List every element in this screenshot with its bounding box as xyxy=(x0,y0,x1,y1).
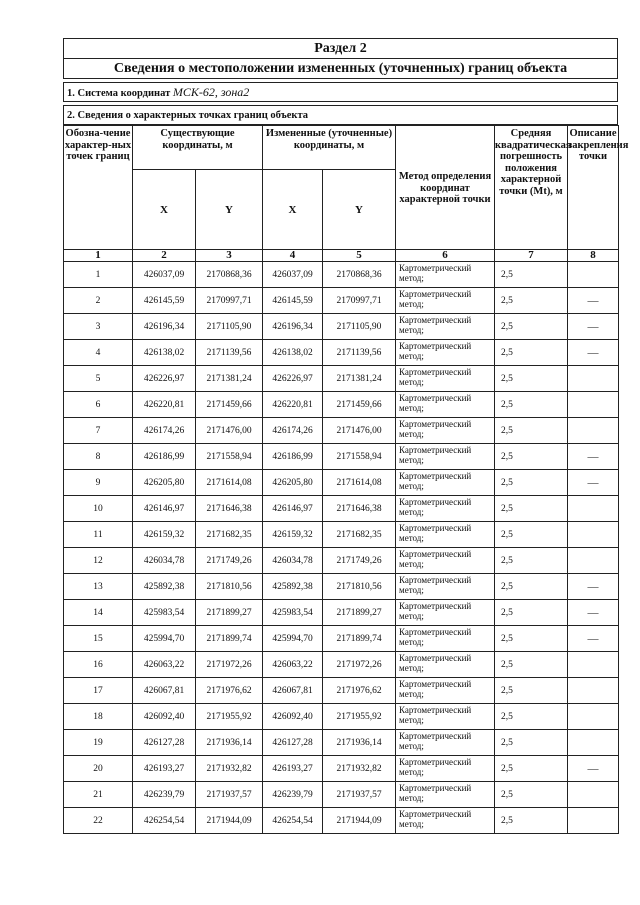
method-cell: Картометрический метод; xyxy=(396,626,495,652)
changed-x: 426254,54 xyxy=(263,808,323,834)
column-number: 5 xyxy=(323,250,396,262)
existing-x: 426205,80 xyxy=(133,470,196,496)
point-number: 5 xyxy=(64,366,133,392)
header-existing-coords: Существующие координаты, м xyxy=(133,126,263,170)
coord-system-line xyxy=(64,83,618,102)
changed-y: 2171682,35 xyxy=(323,522,396,548)
column-number: 3 xyxy=(196,250,263,262)
fixing-cell: — xyxy=(568,314,619,340)
table-row xyxy=(64,600,619,626)
existing-x: 426254,54 xyxy=(133,808,196,834)
fixing-cell xyxy=(568,782,619,808)
point-number: 21 xyxy=(64,782,133,808)
error-cell: 2,5 xyxy=(495,626,568,652)
method-cell: Картометрический метод; xyxy=(396,574,495,600)
fixing-cell: — xyxy=(568,626,619,652)
existing-x: 426146,97 xyxy=(133,496,196,522)
changed-y: 2170868,36 xyxy=(323,262,396,288)
existing-y: 2171944,09 xyxy=(196,808,263,834)
method-cell: Картометрический метод; xyxy=(396,600,495,626)
coord-system-value: МСК-62, зона2 xyxy=(172,84,250,99)
error-cell: 2,5 xyxy=(495,418,568,444)
existing-x: 426138,02 xyxy=(133,340,196,366)
header-method: Метод определения координат характерной точки xyxy=(396,126,495,250)
existing-x: 425983,54 xyxy=(133,600,196,626)
existing-x: 426067,81 xyxy=(133,678,196,704)
table-row xyxy=(64,262,619,288)
changed-x: 426138,02 xyxy=(263,340,323,366)
table-row xyxy=(64,548,619,574)
header-fixing: Описание закрепления точки xyxy=(568,126,619,250)
existing-x: 426145,59 xyxy=(133,288,196,314)
existing-y: 2171932,82 xyxy=(196,756,263,782)
fixing-cell xyxy=(568,262,619,288)
fixing-cell: — xyxy=(568,756,619,782)
changed-x: 426146,97 xyxy=(263,496,323,522)
changed-y: 2171944,09 xyxy=(323,808,396,834)
error-cell: 2,5 xyxy=(495,522,568,548)
method-cell: Картометрический метод; xyxy=(396,730,495,756)
existing-y: 2171459,66 xyxy=(196,392,263,418)
fixing-cell: — xyxy=(568,288,619,314)
point-number: 9 xyxy=(64,470,133,496)
changed-y: 2171937,57 xyxy=(323,782,396,808)
error-cell: 2,5 xyxy=(495,392,568,418)
table-row xyxy=(64,392,619,418)
error-cell: 2,5 xyxy=(495,730,568,756)
existing-x: 425892,38 xyxy=(133,574,196,600)
changed-x: 425994,70 xyxy=(263,626,323,652)
error-cell: 2,5 xyxy=(495,782,568,808)
fixing-cell xyxy=(568,496,619,522)
existing-y: 2171972,26 xyxy=(196,652,263,678)
changed-y: 2171936,14 xyxy=(323,730,396,756)
points-table-body xyxy=(64,126,629,834)
existing-y: 2171976,62 xyxy=(196,678,263,704)
point-number: 7 xyxy=(64,418,133,444)
existing-y: 2171139,56 xyxy=(196,340,263,366)
changed-x: 426067,81 xyxy=(263,678,323,704)
existing-y: 2171899,74 xyxy=(196,626,263,652)
point-number: 4 xyxy=(64,340,133,366)
method-cell: Картометрический метод; xyxy=(396,444,495,470)
table-row xyxy=(64,704,619,730)
existing-y: 2171682,35 xyxy=(196,522,263,548)
points-table xyxy=(63,125,629,834)
table-row xyxy=(64,756,619,782)
error-cell: 2,5 xyxy=(495,756,568,782)
point-number: 10 xyxy=(64,496,133,522)
existing-y: 2171937,57 xyxy=(196,782,263,808)
fixing-cell xyxy=(568,652,619,678)
error-cell: 2,5 xyxy=(495,678,568,704)
table-row xyxy=(64,522,619,548)
fixing-cell: — xyxy=(568,444,619,470)
existing-y: 2171810,56 xyxy=(196,574,263,600)
table-row xyxy=(64,626,619,652)
point-number: 20 xyxy=(64,756,133,782)
changed-x: 426193,27 xyxy=(263,756,323,782)
existing-y: 2171646,38 xyxy=(196,496,263,522)
changed-x: 426226,97 xyxy=(263,366,323,392)
changed-y: 2171749,26 xyxy=(323,548,396,574)
fixing-cell: — xyxy=(568,600,619,626)
changed-x: 425892,38 xyxy=(263,574,323,600)
column-number: 4 xyxy=(263,250,323,262)
point-number: 16 xyxy=(64,652,133,678)
method-cell: Картометрический метод; xyxy=(396,314,495,340)
header-y-existing: Y xyxy=(196,170,263,250)
method-cell: Картометрический метод; xyxy=(396,496,495,522)
point-number: 17 xyxy=(64,678,133,704)
table-row xyxy=(64,782,619,808)
fixing-cell xyxy=(568,808,619,834)
error-cell: 2,5 xyxy=(495,652,568,678)
document-page xyxy=(63,38,629,834)
changed-y: 2171558,94 xyxy=(323,444,396,470)
point-number: 14 xyxy=(64,600,133,626)
existing-y: 2171899,27 xyxy=(196,600,263,626)
changed-x: 426145,59 xyxy=(263,288,323,314)
point-number: 18 xyxy=(64,704,133,730)
changed-x: 426205,80 xyxy=(263,470,323,496)
point-number: 12 xyxy=(64,548,133,574)
existing-y: 2171614,08 xyxy=(196,470,263,496)
fixing-cell xyxy=(568,548,619,574)
header-x-existing: X xyxy=(133,170,196,250)
method-cell: Картометрический метод; xyxy=(396,340,495,366)
changed-y: 2171646,38 xyxy=(323,496,396,522)
fixing-cell: — xyxy=(568,574,619,600)
changed-x: 426239,79 xyxy=(263,782,323,808)
error-cell: 2,5 xyxy=(495,704,568,730)
existing-y: 2171749,26 xyxy=(196,548,263,574)
point-number: 15 xyxy=(64,626,133,652)
fixing-cell xyxy=(568,418,619,444)
error-cell: 2,5 xyxy=(495,262,568,288)
column-number: 6 xyxy=(396,250,495,262)
existing-x: 426034,78 xyxy=(133,548,196,574)
error-cell: 2,5 xyxy=(495,600,568,626)
changed-x: 426092,40 xyxy=(263,704,323,730)
existing-x: 426196,34 xyxy=(133,314,196,340)
table-row xyxy=(64,808,619,834)
fixing-cell: — xyxy=(568,470,619,496)
point-number: 6 xyxy=(64,392,133,418)
header-y-changed: Y xyxy=(323,170,396,250)
existing-y: 2171381,24 xyxy=(196,366,263,392)
changed-x: 426186,99 xyxy=(263,444,323,470)
method-cell: Картометрический метод; xyxy=(396,652,495,678)
existing-x: 426193,27 xyxy=(133,756,196,782)
header-point-designation: Обозна-чение характер-ных точек границ xyxy=(64,126,133,250)
method-cell: Картометрический метод; xyxy=(396,704,495,730)
table-row xyxy=(64,366,619,392)
changed-y: 2171381,24 xyxy=(323,366,396,392)
table-row xyxy=(64,418,619,444)
method-cell: Картометрический метод; xyxy=(396,418,495,444)
column-number: 7 xyxy=(495,250,568,262)
table-row xyxy=(64,652,619,678)
changed-x: 426220,81 xyxy=(263,392,323,418)
method-cell: Картометрический метод; xyxy=(396,392,495,418)
existing-x: 426226,97 xyxy=(133,366,196,392)
table-row xyxy=(64,340,619,366)
existing-x: 426239,79 xyxy=(133,782,196,808)
fixing-cell xyxy=(568,704,619,730)
section-subtitle: Сведения о местоположении измененных (уточненных) границ объекта xyxy=(64,59,618,79)
existing-y: 2170868,36 xyxy=(196,262,263,288)
existing-y: 2171476,00 xyxy=(196,418,263,444)
method-cell: Картометрический метод; xyxy=(396,808,495,834)
error-cell: 2,5 xyxy=(495,314,568,340)
point-number: 3 xyxy=(64,314,133,340)
point-number: 2 xyxy=(64,288,133,314)
fixing-cell: — xyxy=(568,340,619,366)
changed-y: 2171899,74 xyxy=(323,626,396,652)
changed-y: 2170997,71 xyxy=(323,288,396,314)
table-row xyxy=(64,678,619,704)
fixing-cell xyxy=(568,522,619,548)
existing-x: 426037,09 xyxy=(133,262,196,288)
point-number: 11 xyxy=(64,522,133,548)
fixing-cell xyxy=(568,678,619,704)
column-number: 1 xyxy=(64,250,133,262)
changed-y: 2171476,00 xyxy=(323,418,396,444)
column-number: 8 xyxy=(568,250,619,262)
point-number: 1 xyxy=(64,262,133,288)
existing-y: 2170997,71 xyxy=(196,288,263,314)
error-cell: 2,5 xyxy=(495,340,568,366)
section-title: Раздел 2 xyxy=(64,39,618,59)
point-number: 13 xyxy=(64,574,133,600)
existing-x: 426220,81 xyxy=(133,392,196,418)
existing-x: 425994,70 xyxy=(133,626,196,652)
header-error: Средняя квадратическая погрешность положения характерной точки (Mt), м xyxy=(495,126,568,250)
changed-x: 426063,22 xyxy=(263,652,323,678)
column-numbers-row xyxy=(64,250,619,262)
table-row xyxy=(64,496,619,522)
table-row xyxy=(64,470,619,496)
method-cell: Картометрический метод; xyxy=(396,782,495,808)
existing-y: 2171936,14 xyxy=(196,730,263,756)
point-number: 8 xyxy=(64,444,133,470)
changed-y: 2171614,08 xyxy=(323,470,396,496)
changed-y: 2171899,27 xyxy=(323,600,396,626)
changed-x: 425983,54 xyxy=(263,600,323,626)
point-number: 19 xyxy=(64,730,133,756)
method-cell: Картометрический метод; xyxy=(396,548,495,574)
fixing-cell xyxy=(568,366,619,392)
existing-x: 426186,99 xyxy=(133,444,196,470)
fixing-cell xyxy=(568,392,619,418)
changed-x: 426196,34 xyxy=(263,314,323,340)
table-row xyxy=(64,444,619,470)
method-cell: Картометрический метод; xyxy=(396,288,495,314)
changed-x: 426034,78 xyxy=(263,548,323,574)
changed-y: 2171105,90 xyxy=(323,314,396,340)
changed-x: 426037,09 xyxy=(263,262,323,288)
existing-x: 426174,26 xyxy=(133,418,196,444)
point-number: 22 xyxy=(64,808,133,834)
coord-system-label: 1. Система координат xyxy=(67,87,171,99)
section-header-table xyxy=(63,38,618,125)
error-cell: 2,5 xyxy=(495,808,568,834)
existing-y: 2171955,92 xyxy=(196,704,263,730)
table-row xyxy=(64,730,619,756)
method-cell: Картометрический метод; xyxy=(396,470,495,496)
column-number: 2 xyxy=(133,250,196,262)
existing-x: 426127,28 xyxy=(133,730,196,756)
changed-y: 2171972,26 xyxy=(323,652,396,678)
method-cell: Картометрический метод; xyxy=(396,522,495,548)
changed-y: 2171955,92 xyxy=(323,704,396,730)
changed-x: 426159,32 xyxy=(263,522,323,548)
table-row xyxy=(64,314,619,340)
error-cell: 2,5 xyxy=(495,444,568,470)
error-cell: 2,5 xyxy=(495,470,568,496)
table-row xyxy=(64,574,619,600)
header-x-changed: X xyxy=(263,170,323,250)
table-row xyxy=(64,288,619,314)
changed-y: 2171976,62 xyxy=(323,678,396,704)
changed-y: 2171459,66 xyxy=(323,392,396,418)
changed-y: 2171932,82 xyxy=(323,756,396,782)
method-cell: Картометрический метод; xyxy=(396,756,495,782)
changed-x: 426127,28 xyxy=(263,730,323,756)
existing-x: 426159,32 xyxy=(133,522,196,548)
error-cell: 2,5 xyxy=(495,548,568,574)
existing-x: 426063,22 xyxy=(133,652,196,678)
header-changed-coords: Измененные (уточненные) координаты, м xyxy=(263,126,396,170)
changed-y: 2171139,56 xyxy=(323,340,396,366)
changed-x: 426174,26 xyxy=(263,418,323,444)
existing-y: 2171105,90 xyxy=(196,314,263,340)
existing-y: 2171558,94 xyxy=(196,444,263,470)
error-cell: 2,5 xyxy=(495,496,568,522)
existing-x: 426092,40 xyxy=(133,704,196,730)
fixing-cell xyxy=(568,730,619,756)
method-cell: Картометрический метод; xyxy=(396,678,495,704)
error-cell: 2,5 xyxy=(495,366,568,392)
method-cell: Картометрический метод; xyxy=(396,366,495,392)
method-cell: Картометрический метод; xyxy=(396,262,495,288)
error-cell: 2,5 xyxy=(495,574,568,600)
error-cell: 2,5 xyxy=(495,288,568,314)
changed-y: 2171810,56 xyxy=(323,574,396,600)
points-title: 2. Сведения о характерных точках границ объекта xyxy=(64,106,618,125)
